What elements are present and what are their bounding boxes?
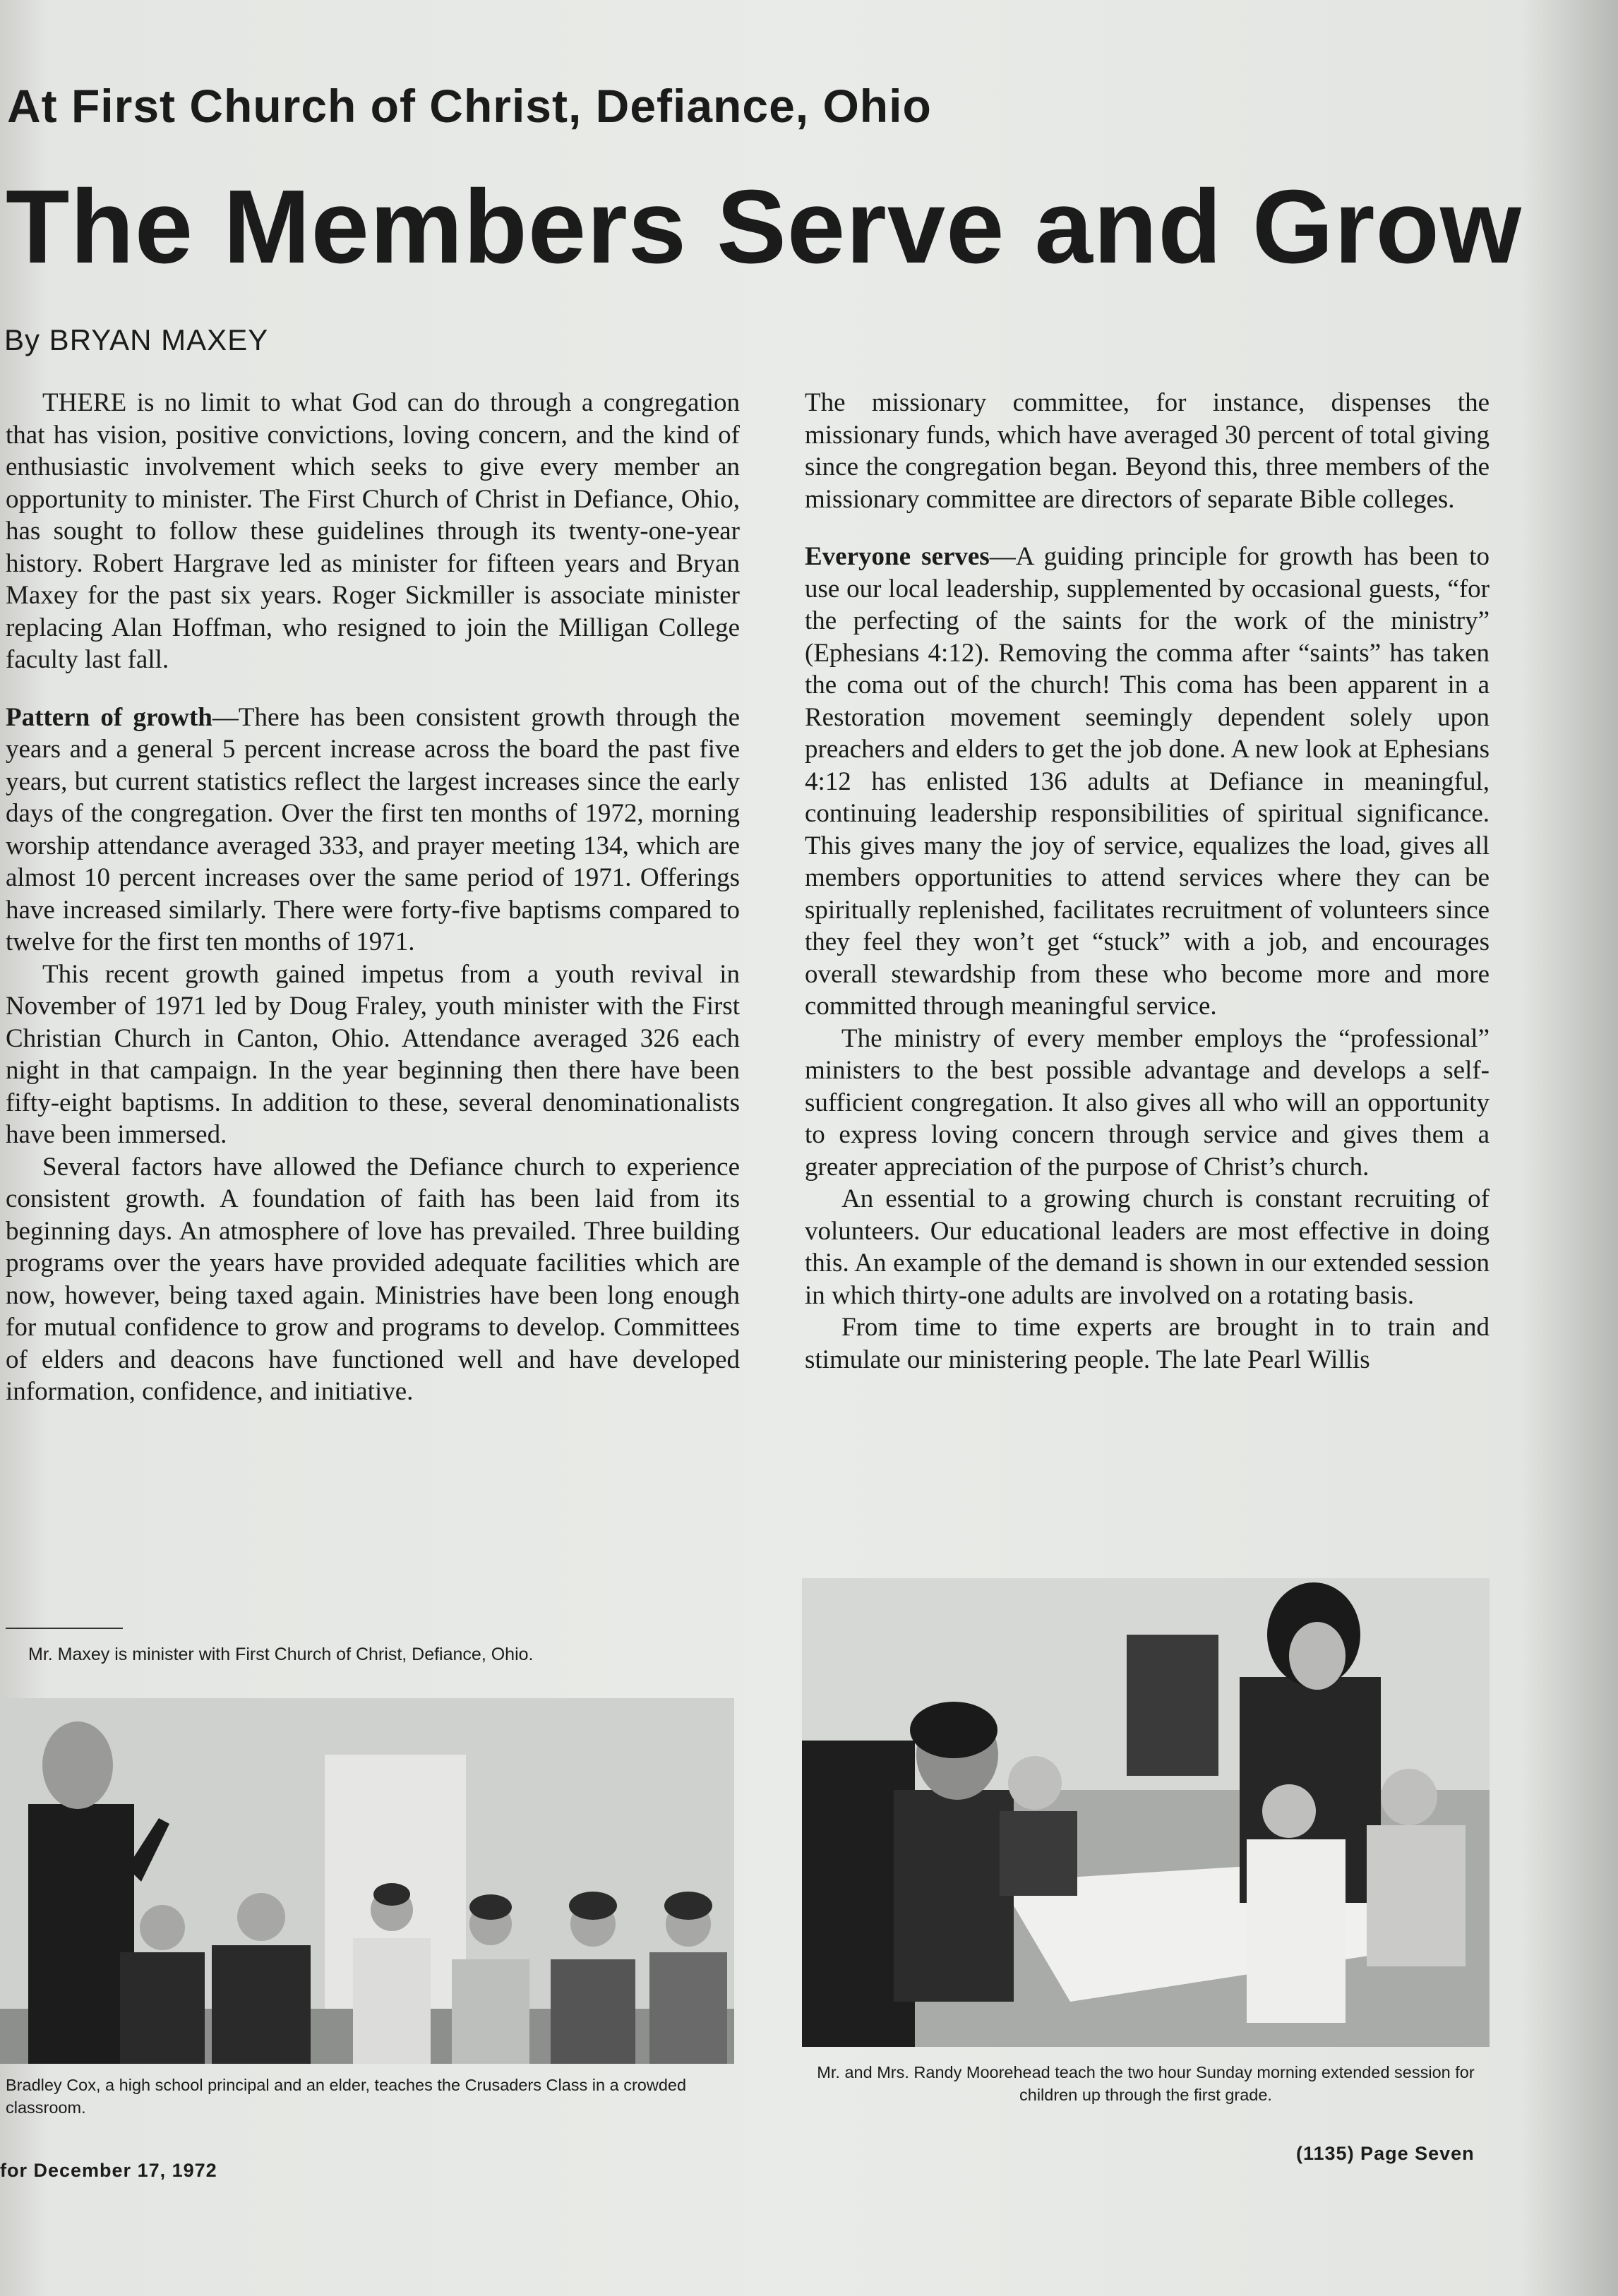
classroom-photo [0,1698,734,2064]
issue-date: for December 17, 1972 [0,2160,217,2181]
article-title: The Members Serve and Grow [6,169,1523,285]
paragraph: —A guiding principle for growth has been to use our local leadership, supplemented by occasional guests, “for the perfecting of the saints for the work of the ministry” (Ephesians 4:12). Removing the comma after “saints” has taken the coma out of the church! This coma has been apparent in a Restoration movement seemingly dependent solely upon preachers and elders to get the job done. A new look at Ephesians 4:12 has enlisted 136 adults at Defiance in meaningful, continuing leadership responsibilities of spiritual significance. This gives many the joy of service, equalizes the load, gives all members opportunities to attend services where they can be spiritually replenished, facilitates recruitment of volunteers since they feel they won’t get “stuck” with a job, and encourages overall stewardship from these who become more and more committed through meaningful service. [805,542,1490,1021]
photo2-caption: Mr. and Mrs. Randy Moorehead teach the two hour Sunday morning extended session for children up through the first grade. [817,2063,1475,2104]
subheading-everyone-serves: Everyone serves [805,542,990,571]
column-right [805,387,1490,1376]
paragraph: THERE is no limit to what God can do through a congregation that has vision, positive convictions, loving concern, and the kind of enthusiastic involvement which seeks to give every member an opportunity to minister. The First Church of Christ in Defiance, Ohio, has sought to follow these guidelines through its twenty-one-year history. Robert Hargrave led as minister for fifteen years and Bryan Maxey for the past six years. Roger Sickmiller is associate minister replacing Alan Hoffman, who resigned to join the Milligan College faculty last fall. [6,388,740,674]
column-left [6,387,740,1408]
paragraph: An essential to a growing church is constant recruiting of volunteers. Our educational leaders are most effective in doing this. An example of the demand is shown in our extended session in which thirty-one adults are involved on a rotating basis. [805,1184,1490,1310]
children-session-photo [802,1578,1490,2047]
byline: By BRYAN MAXEY [4,323,269,356]
subheading-pattern-of-growth: Pattern of growth [6,702,212,732]
photo1-caption: Bradley Cox, a high school principal and an elder, teaches the Crusaders Class in a crowded classroom. [6,2076,687,2117]
kicker-line: At First Church of Christ, Defiance, Ohio [7,80,932,132]
paragraph: From time to time experts are brought in to train and stimulate our ministering people. The late Pearl Willis [805,1313,1490,1374]
author-footnote: Mr. Maxey is minister with First Church of Christ, Defiance, Ohio. [28,1645,534,1664]
paragraph: This recent growth gained impetus from a youth revival in November of 1971 led by Doug Fraley, youth minister with the First Christian Church in Canton, Ohio. Attendance averaged 326 each night in that campaign. In the year beginning then there have been fifty-eight baptisms. In addition to these, several denominationalists have been immersed. [6,959,740,1149]
footnote-rule [6,1628,123,1629]
paragraph: The ministry of every member employs the “professional” ministers to the best possible advantage and develops a self-sufficient congregation. It also gives all who will an opportunity to express loving concern through service and gives them a greater appreciation of the purpose of Christ’s church. [805,1023,1490,1182]
paragraph: Several factors have allowed the Defiance church to experience consistent growth. A foundation of faith has been laid from its beginning days. An atmosphere of love has prevailed. Three building programs over the years have provided adequate facilities which are now, however, being taxed again. Ministries have been long enough for mutual confidence to grow and programs to develop. Committees of elders and deacons have functioned well and have developed information, confidence, and initiative. [6,1152,740,1406]
paragraph: The missionary committee, for instance, dispenses the missionary funds, which have averaged 30 percent of total giving since the congregation began. Beyond this, three members of the missionary committee are directors of separate Bible colleges. [805,388,1490,514]
page-number: (1135) Page Seven [1296,2143,1475,2164]
paragraph: —There has been consistent growth through the years and a general 5 percent increase across the board the past five years, but current statistics reflect the largest increases since the early days of the congregation. Over the first ten months of 1972, morning worship attendance averaged 333, and prayer meeting 134, which are almost 10 percent increases over the same period of 1971. Offerings have increased similarly. There were forty-five baptisms compared to twelve for the first ten months of 1971. [6,702,740,956]
